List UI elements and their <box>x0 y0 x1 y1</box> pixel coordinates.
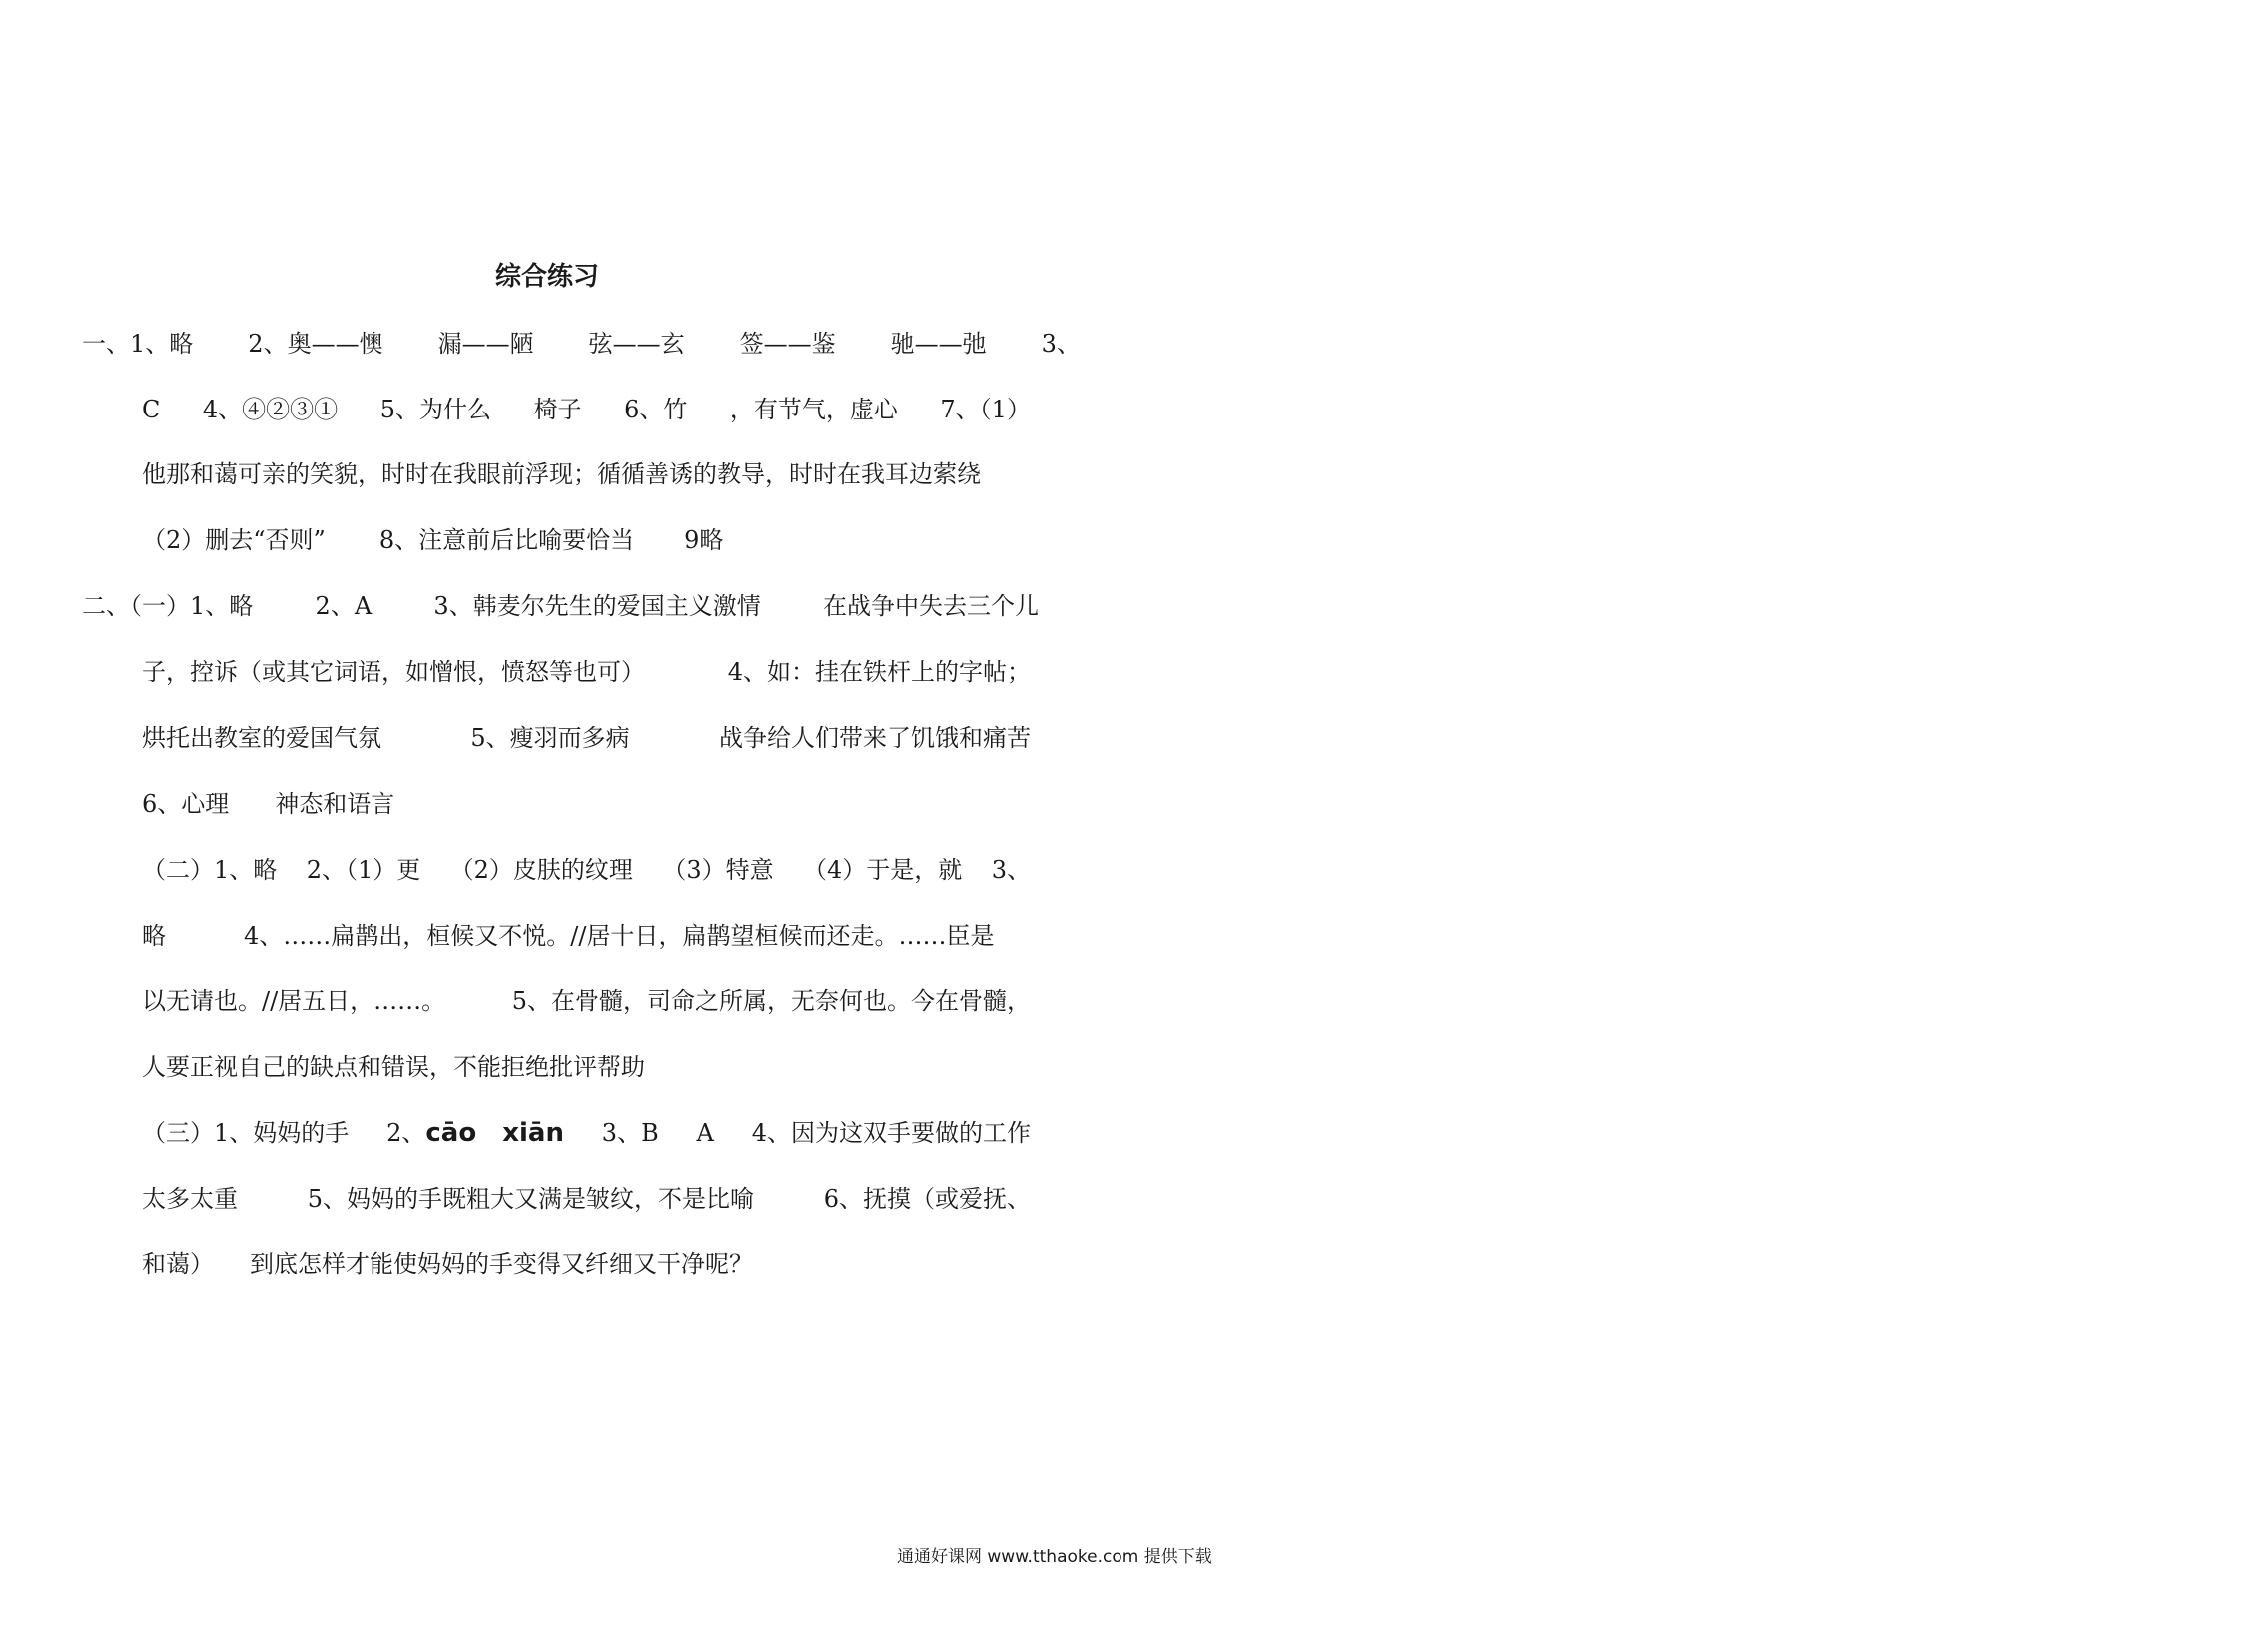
answer-text: 6、竹 <box>624 396 688 423</box>
answer-text: 到底怎样才能使妈妈的手变得又纤细又干净呢？ <box>250 1250 753 1278</box>
answer-text: 3、 <box>1041 330 1081 358</box>
answer-text: 2、 <box>386 1119 426 1147</box>
answer-text: 3、 <box>991 856 1031 884</box>
answer-line-12 <box>142 1050 645 1084</box>
answer-text: 4、因为这双手要做的工作 <box>751 1119 1031 1147</box>
answer-text: 4、④②③① <box>202 396 339 423</box>
answer-text: 5、为什么 <box>379 396 491 423</box>
answer-line-13 <box>142 1116 1031 1150</box>
answer-text: C <box>142 396 161 423</box>
page-title: 综合练习 <box>494 262 599 292</box>
answer-text: 8、注意前后比喻要恰当 <box>378 526 635 554</box>
answer-line-2 <box>142 393 1031 426</box>
answer-line-3 <box>142 457 981 491</box>
answer-text: 3、韩麦尔先生的爱国主义激情 <box>433 592 761 620</box>
answer-text: ，有节气，虚心 <box>729 396 898 423</box>
answer-text: 驰——弛 <box>890 330 987 358</box>
answer-text: （二）1、略 <box>142 856 278 884</box>
answer-text: 一、1、略 <box>82 330 194 358</box>
answer-text: 6、心理 <box>142 790 230 818</box>
answer-line-1 <box>82 327 1081 361</box>
answer-text: 7、（1） <box>940 396 1031 423</box>
answer-text: 二、（一）1、略 <box>82 592 254 620</box>
pinyin-text: cāo <box>425 1118 477 1148</box>
answer-text: 4、……扁鹊出，桓候又不悦。//居十日，扁鹊望桓候而还走。……臣是 <box>244 922 995 950</box>
answer-text: 人要正视自己的缺点和错误，不能拒绝批评帮助 <box>142 1053 645 1081</box>
answer-text: （2）皮肤的纹理 <box>449 856 633 884</box>
answer-text: 弦——玄 <box>588 330 685 358</box>
answer-line-9 <box>142 853 1031 887</box>
answer-text: 太多太重 <box>142 1185 238 1213</box>
answer-text: 2、（1）更 <box>306 856 421 884</box>
answer-text: A <box>696 1119 714 1147</box>
answer-text: 5、妈妈的手既粗大又满是皱纹，不是比喻 <box>307 1185 754 1213</box>
answer-line-8 <box>142 787 394 821</box>
answer-text: 6、抚摸（或爱抚、 <box>823 1185 1031 1213</box>
answer-line-10 <box>142 919 994 953</box>
answer-text: （2）删去“否则” <box>142 526 326 554</box>
answer-text: 略 <box>142 922 166 950</box>
answer-text: 神态和语言 <box>275 790 395 818</box>
answer-text: 和蔼） <box>142 1250 214 1278</box>
answer-line-11 <box>142 984 1031 1018</box>
footer-credit: 通通好课网 www.tthaoke.com 提供下载 <box>897 1547 1212 1567</box>
answer-line-7 <box>142 721 1031 755</box>
answer-line-5 <box>82 589 1039 623</box>
answer-text: 3、B <box>601 1119 659 1147</box>
answer-text: 在战争中失去三个儿 <box>822 592 1039 620</box>
answer-text: 2、奥——懊 <box>248 330 383 358</box>
answer-text: （3）特意 <box>662 856 774 884</box>
answer-text: 签——鉴 <box>739 330 836 358</box>
answer-text: 烘托出教室的爱国气氛 <box>142 724 381 752</box>
answer-text: 子，控诉（或其它词语，如憎恨，愤怒等也可） <box>142 658 645 686</box>
answer-text: 椅子 <box>533 396 582 423</box>
answer-text: 战争给人们带来了饥饿和痛苦 <box>719 724 1031 752</box>
answer-text: 漏——陋 <box>437 330 534 358</box>
answer-line-6 <box>142 655 1031 689</box>
answer-line-14 <box>142 1182 1031 1216</box>
answer-line-15 <box>142 1247 753 1281</box>
answer-text: 以无请也。//居五日，……。 <box>142 987 446 1015</box>
pinyin-text: xiān <box>502 1118 564 1148</box>
answer-text: （4）于是，就 <box>803 856 963 884</box>
answer-line-4 <box>142 523 723 557</box>
answer-text: 5、在骨髓，司命之所属，无奈何也。今在骨髓， <box>511 987 1031 1015</box>
answer-text: 4、如：挂在铁杆上的字帖； <box>727 658 1031 686</box>
answer-text: 5、瘦羽而多病 <box>470 724 630 752</box>
answer-text: 2、A <box>315 592 373 620</box>
answer-text: （三）1、妈妈的手 <box>142 1119 350 1147</box>
answer-text: 他那和蔼可亲的笑貌，时时在我眼前浮现；循循善诱的教导，时时在我耳边萦绕 <box>142 460 981 488</box>
answer-text: 9略 <box>684 526 724 554</box>
